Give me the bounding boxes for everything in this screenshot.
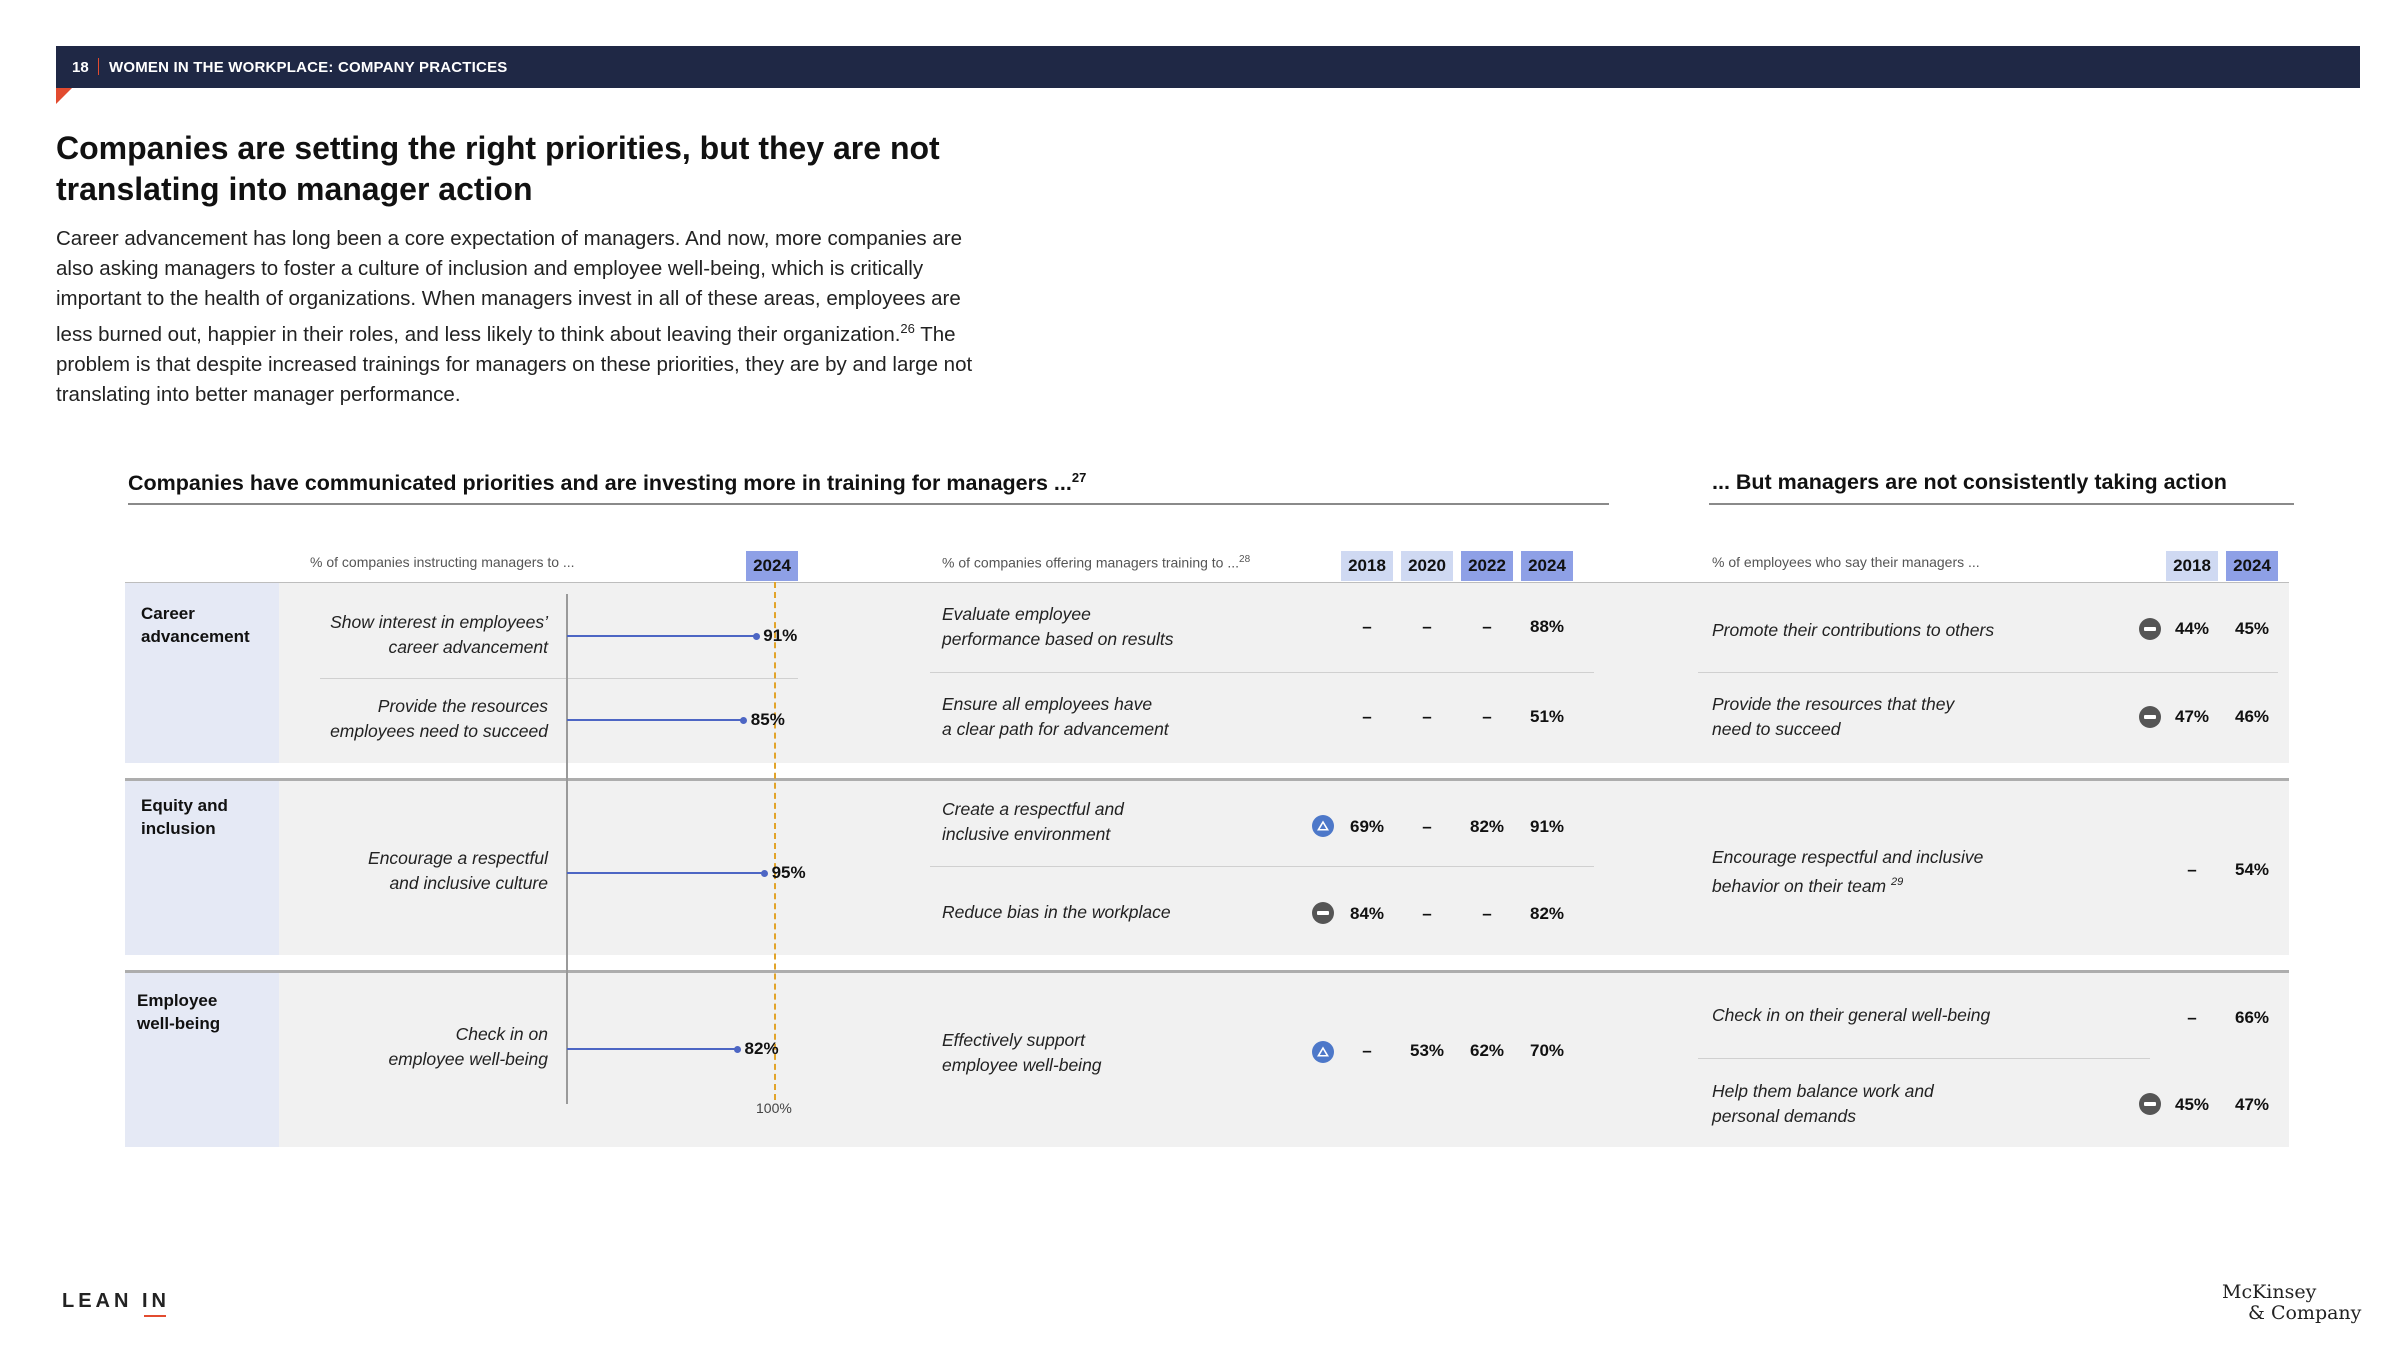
category-equity: [141, 794, 228, 840]
employees-row-3-2024: 54%: [2234, 860, 2270, 879]
instructing-bar-2: [567, 719, 744, 721]
training-row-separator-2: [930, 866, 1594, 867]
training-row-3-l2: inclusive environment: [942, 824, 1111, 844]
employees-row-4-label: Check in on their general well-being: [1712, 1005, 1991, 1025]
training-row-3-l1: Create a respectful and: [942, 799, 1124, 819]
hundred-percent-label: 100%: [756, 1100, 792, 1116]
training-row-5-label: [942, 1028, 1102, 1078]
training-row-5-2022: 62%: [1469, 1041, 1505, 1060]
employees-row-5-l2: personal demands: [1712, 1106, 1856, 1126]
training-row-4-2020: –: [1422, 904, 1432, 923]
training-row-3-2024: 91%: [1529, 817, 1565, 836]
training-row-3-label: [942, 797, 1124, 847]
training-row-1-2018: –: [1362, 617, 1372, 636]
training-row-1-l2: performance based on results: [942, 629, 1174, 649]
intro-paragraph: [56, 224, 986, 410]
left-section-heading: [128, 470, 1086, 496]
mckinsey-logo-line2: & Company: [2248, 1302, 2362, 1324]
training-header: [942, 554, 1250, 571]
category-wellbeing-line1: Employee: [137, 991, 218, 1010]
training-row-2-2018: –: [1362, 707, 1372, 726]
employees-row-2-l1: Provide the resources that they: [1712, 694, 1955, 714]
training-row-1-2024: 88%: [1529, 617, 1565, 636]
page-number: 18: [72, 59, 89, 76]
employees-row-5-2018: 45%: [2174, 1095, 2210, 1114]
training-row-5-2024: 70%: [1529, 1041, 1565, 1060]
training-row-5-l2: employee well-being: [942, 1055, 1102, 1075]
training-row-1-2020: –: [1422, 617, 1432, 636]
training-row-2-2020: –: [1422, 707, 1432, 726]
employees-row-5-label: [1712, 1079, 1934, 1129]
instructing-label-4-l1: Check in on: [455, 1024, 548, 1044]
category-wellbeing-line2: well-being: [137, 1014, 221, 1033]
up-triangle-icon: [1312, 1041, 1334, 1063]
category-equity-line1: Equity and: [141, 796, 228, 815]
training-row-3-2018: 69%: [1349, 817, 1385, 836]
category-equity-line2: inclusion: [141, 819, 216, 838]
instructing-label-4-l2: employee well-being: [388, 1049, 548, 1069]
instructing-label-1-l2: career advancement: [388, 637, 548, 657]
section-title: WOMEN IN THE WORKPLACE: COMPANY PRACTICES: [109, 59, 508, 76]
training-year-2018: 2018: [1341, 551, 1393, 581]
right-section-heading: ... But managers are not consistently taking action: [1712, 470, 2227, 494]
instructing-label-2-l1: Provide the resources: [377, 696, 548, 716]
training-row-5-2020: 53%: [1409, 1041, 1445, 1060]
training-row-4-2024: 82%: [1529, 904, 1565, 923]
mckinsey-logo: [2222, 1282, 2361, 1324]
training-year-2020: 2020: [1401, 551, 1453, 581]
hundred-percent-line: [774, 582, 776, 1100]
intro-footnote-ref: 26: [900, 321, 915, 336]
training-row-5-l1: Effectively support: [942, 1030, 1085, 1050]
employees-row-3-label: [1712, 845, 1983, 899]
training-row-4-2018: 84%: [1349, 904, 1385, 923]
employees-row-4-2024: 66%: [2234, 1008, 2270, 1027]
employees-row-2-label: [1712, 692, 1954, 742]
employees-year-2018: 2018: [2166, 551, 2218, 581]
lean-in-logo: LEAN IN: [62, 1290, 170, 1312]
intro-text: Career advancement has long been a core expectation of managers. And now, more companies are also asking managers to foster a culture of inclusion and employee well-being, which is critically important to the health of organizations. When managers invest in all of these areas, employees are less burned out, happier in their roles, and less likely to think about leaving their organization.: [56, 227, 962, 346]
category-career: [141, 602, 250, 648]
training-row-2-l2: a clear path for advancement: [942, 719, 1169, 739]
instructing-label-4: [280, 1022, 548, 1072]
training-row-2-l1: Ensure all employees have: [942, 694, 1153, 714]
employees-row-3-2018: –: [2187, 860, 2197, 879]
instructing-header: % of companies instructing managers to ...: [310, 554, 575, 570]
mckinsey-logo-line1: McKinsey: [2222, 1281, 2317, 1303]
employees-header: % of employees who say their managers ...: [1712, 554, 1980, 570]
instructing-bar-3: [567, 872, 765, 874]
instructing-bar-1: [567, 635, 756, 637]
category-wellbeing: [137, 989, 220, 1035]
instructing-label-3: [280, 846, 548, 896]
instructing-label-2: [280, 694, 548, 744]
header-separator: [98, 58, 99, 75]
instructing-label-3-l2: and inclusive culture: [389, 873, 548, 893]
employees-row-2-l2: need to succeed: [1712, 719, 1841, 739]
left-heading-ref: 27: [1071, 470, 1087, 485]
employees-row-2-2024: 46%: [2234, 707, 2270, 726]
employees-row-1-2018: 44%: [2174, 619, 2210, 638]
header-bar: [56, 46, 2360, 88]
training-row-2-2024: 51%: [1529, 707, 1565, 726]
employees-row-separator-1: [1698, 672, 2278, 673]
lean-in-logo-underline: [144, 1315, 166, 1317]
instructing-value-2: 85%: [750, 710, 785, 729]
training-row-3-2020: –: [1422, 817, 1432, 836]
employees-row-4-2018: –: [2187, 1008, 2197, 1027]
instructing-bar-4: [567, 1048, 738, 1050]
left-heading-text: Companies have communicated priorities and are investing more in training for managers ...: [128, 471, 1072, 496]
instructing-label-2-l2: employees need to succeed: [330, 721, 548, 741]
employees-row-3-l2: [1712, 870, 1983, 899]
up-triangle-icon: [1312, 815, 1334, 837]
training-row-1-2022: –: [1482, 617, 1492, 636]
instructing-value-1: 91%: [763, 626, 798, 645]
no-change-icon: [2139, 618, 2161, 640]
employees-row-5-2024: 47%: [2234, 1095, 2270, 1114]
training-year-2022: 2022: [1461, 551, 1513, 581]
training-row-4-2022: –: [1482, 904, 1492, 923]
instructing-label-1: [280, 610, 548, 660]
intro-text-cont: The problem is that despite increased trainings for managers on these priorities, they are by and large not translating into better manager performance.: [56, 322, 973, 406]
left-heading-rule: [128, 503, 1609, 505]
instructing-value-4: 82%: [744, 1039, 779, 1058]
corner-accent: [56, 88, 72, 104]
no-change-icon: [2139, 1093, 2161, 1115]
training-row-separator-1: [930, 672, 1594, 673]
employees-row-3-l1: Encourage respectful and inclusive: [1712, 847, 1984, 867]
no-change-icon: [2139, 706, 2161, 728]
instructing-label-1-l1: Show interest in employees’: [330, 612, 548, 632]
employees-row-2-2018: 47%: [2174, 707, 2210, 726]
instructing-year: 2024: [746, 551, 798, 581]
instructing-axis: [566, 594, 568, 1104]
training-year-2024: 2024: [1521, 551, 1573, 581]
category-career-line1: Career: [141, 604, 195, 623]
no-change-icon: [1312, 902, 1334, 924]
training-header-ref: 28: [1239, 554, 1251, 565]
category-career-line2: advancement: [141, 627, 250, 646]
instructing-value-3: 95%: [771, 863, 806, 882]
employees-row-5-l1: Help them balance work and: [1712, 1081, 1934, 1101]
training-row-4-label: Reduce bias in the workplace: [942, 902, 1171, 922]
training-row-2-2022: –: [1482, 707, 1492, 726]
training-row-3-2022: 82%: [1469, 817, 1505, 836]
page-title: Companies are setting the right priorities, but they are not translating into manager action: [56, 130, 940, 207]
employees-row-1-label: Promote their contributions to others: [1712, 620, 1995, 640]
training-header-text: % of companies offering managers training to ...: [942, 554, 1240, 571]
employees-row-1-2024: 45%: [2234, 619, 2270, 638]
instructing-row-separator: [320, 678, 798, 679]
right-heading-rule: [1709, 503, 2294, 505]
employees-row-3-l2-text: behavior on their team: [1712, 875, 1887, 896]
employees-year-2024: 2024: [2226, 551, 2278, 581]
employees-row-separator-2: [1698, 1058, 2150, 1059]
training-row-1-label: [942, 602, 1174, 652]
employees-row-3-ref: 29: [1891, 876, 1904, 888]
training-row-5-2018: –: [1362, 1041, 1372, 1060]
training-row-1-l1: Evaluate employee: [942, 604, 1091, 624]
instructing-label-3-l1: Encourage a respectful: [368, 848, 548, 868]
training-row-2-label: [942, 692, 1169, 742]
